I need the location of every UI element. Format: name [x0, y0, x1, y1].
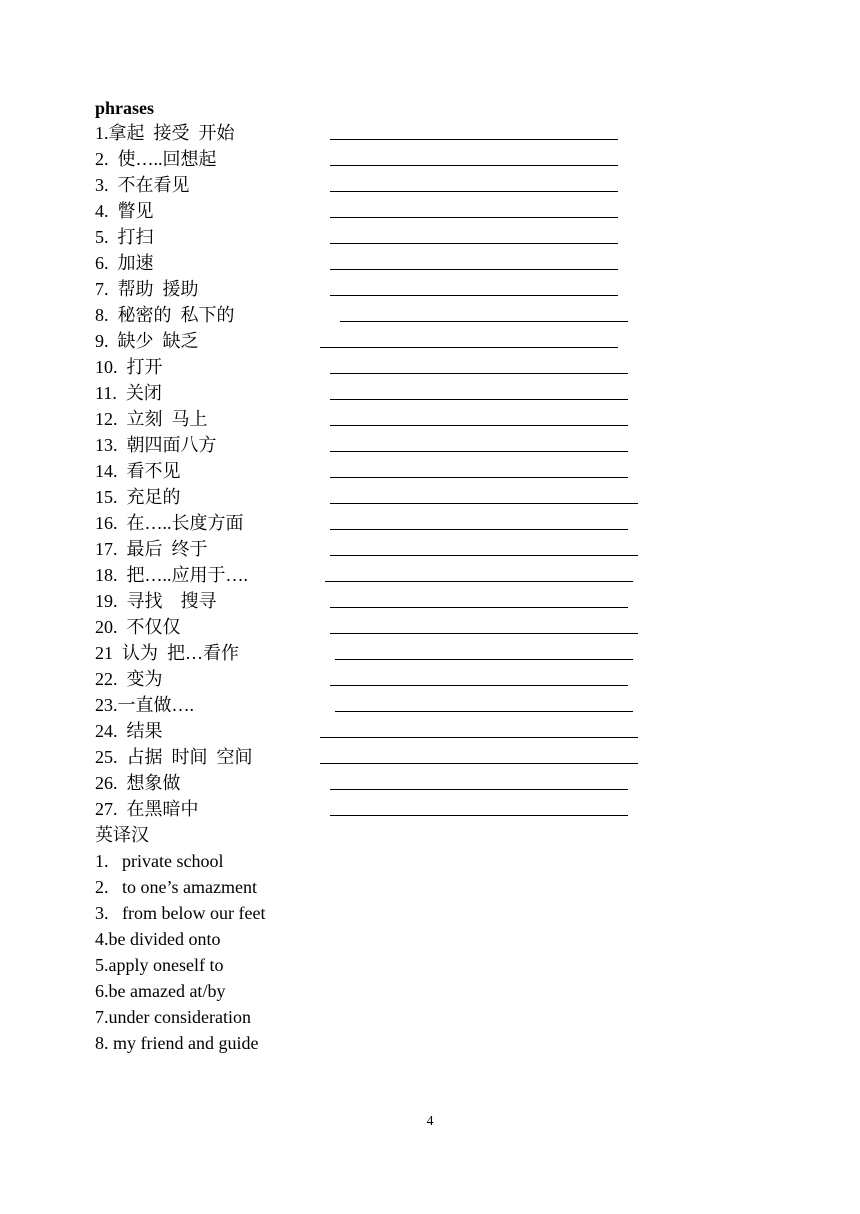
english-item: 6.be amazed at/by	[95, 981, 226, 1001]
phrase-label: 24. 结果	[95, 721, 163, 741]
answer-blank-line	[330, 295, 618, 296]
phrase-label: 12. 立刻 马上	[95, 409, 208, 429]
phrase-row	[95, 718, 795, 744]
phrase-label: 14. 看不见	[95, 461, 181, 481]
answer-blank-line	[330, 555, 638, 556]
answer-blank-line	[330, 269, 618, 270]
page-number: 4	[426, 1114, 434, 1129]
phrase-label: 15. 充足的	[95, 487, 181, 507]
phrase-label: 25. 占据 时间 空间	[95, 747, 253, 767]
phrase-label: 1.拿起 接受 开始	[95, 123, 235, 143]
phrase-row	[95, 432, 795, 458]
phrase-row	[95, 198, 795, 224]
phrase-label: 18. 把…..应用于….	[95, 565, 248, 585]
phrase-row	[95, 770, 795, 796]
phrase-label: 10. 打开	[95, 357, 163, 377]
answer-blank-line	[330, 399, 628, 400]
phrase-label: 8. 秘密的 私下的	[95, 305, 235, 325]
phrase-label: 21 认为 把…看作	[95, 643, 239, 663]
phrase-row	[95, 302, 795, 328]
phrase-label: 20. 不仅仅	[95, 617, 181, 637]
phrase-row	[95, 614, 795, 640]
answer-blank-line	[320, 763, 638, 764]
answer-blank-line	[330, 477, 628, 478]
answer-blank-line	[330, 685, 628, 686]
phrase-row	[95, 328, 795, 354]
phrase-label: 3. 不在看见	[95, 175, 190, 195]
phrase-row	[95, 666, 795, 692]
phrase-row	[95, 692, 795, 718]
phrase-label: 19. 寻找 搜寻	[95, 591, 217, 611]
english-item: 2. to one’s amazment	[95, 877, 257, 897]
phrase-label: 26. 想象做	[95, 773, 181, 793]
phrase-row	[95, 484, 795, 510]
answer-blank-line	[330, 451, 628, 452]
phrase-label: 9. 缺少 缺乏	[95, 331, 199, 351]
phrase-row	[95, 172, 795, 198]
phrase-row	[95, 796, 795, 822]
answer-blank-line	[335, 659, 633, 660]
answer-blank-line	[330, 633, 638, 634]
answer-blank-line	[330, 373, 628, 374]
phrase-label: 22. 变为	[95, 669, 163, 689]
phrase-label: 16. 在…..长度方面	[95, 513, 244, 533]
phrase-row	[95, 744, 795, 770]
phrase-row	[95, 510, 795, 536]
english-item: 7.under consideration	[95, 1007, 251, 1027]
phrase-label: 4. 瞥见	[95, 201, 154, 221]
answer-blank-line	[330, 607, 628, 608]
phrase-row	[95, 276, 795, 302]
english-item: 1. private school	[95, 851, 224, 871]
answer-blank-line	[330, 815, 628, 816]
answer-blank-line	[330, 217, 618, 218]
phrase-row	[95, 458, 795, 484]
answer-blank-line	[340, 321, 628, 322]
phrase-row	[95, 146, 795, 172]
answer-blank-line	[320, 737, 638, 738]
english-item: 3. from below our feet	[95, 903, 266, 923]
phrase-label: 7. 帮助 援助	[95, 279, 199, 299]
phrase-row	[95, 380, 795, 406]
answer-blank-line	[330, 139, 618, 140]
phrase-row	[95, 562, 795, 588]
section-title-translation: 英译汉	[95, 825, 149, 845]
phrase-row	[95, 588, 795, 614]
answer-blank-line	[335, 711, 633, 712]
phrase-row	[95, 224, 795, 250]
answer-blank-line	[330, 165, 618, 166]
phrase-row	[95, 354, 795, 380]
phrase-row	[95, 536, 795, 562]
answer-blank-line	[330, 503, 638, 504]
phrase-row	[95, 640, 795, 666]
answer-blank-line	[330, 425, 628, 426]
answer-blank-line	[320, 347, 618, 348]
phrase-label: 17. 最后 终于	[95, 539, 208, 559]
phrase-label: 2. 使…..回想起	[95, 149, 217, 169]
phrase-row	[95, 406, 795, 432]
phrase-label: 11. 关闭	[95, 383, 162, 403]
answer-blank-line	[325, 581, 633, 582]
phrase-label: 23.一直做….	[95, 695, 194, 715]
english-item: 5.apply oneself to	[95, 955, 224, 975]
phrase-label: 6. 加速	[95, 253, 154, 273]
answer-blank-line	[330, 243, 618, 244]
phrase-label: 13. 朝四面八方	[95, 435, 217, 455]
phrase-label: 27. 在黑暗中	[95, 799, 199, 819]
section-heading-phrases: phrases	[95, 98, 155, 118]
english-item: 8. my friend and guide	[95, 1033, 259, 1053]
english-item: 4.be divided onto	[95, 929, 221, 949]
answer-blank-line	[330, 529, 628, 530]
answer-blank-line	[330, 191, 618, 192]
phrase-row	[95, 250, 795, 276]
answer-blank-line	[330, 789, 628, 790]
phrase-row	[95, 120, 795, 146]
phrase-label: 5. 打扫	[95, 227, 154, 247]
